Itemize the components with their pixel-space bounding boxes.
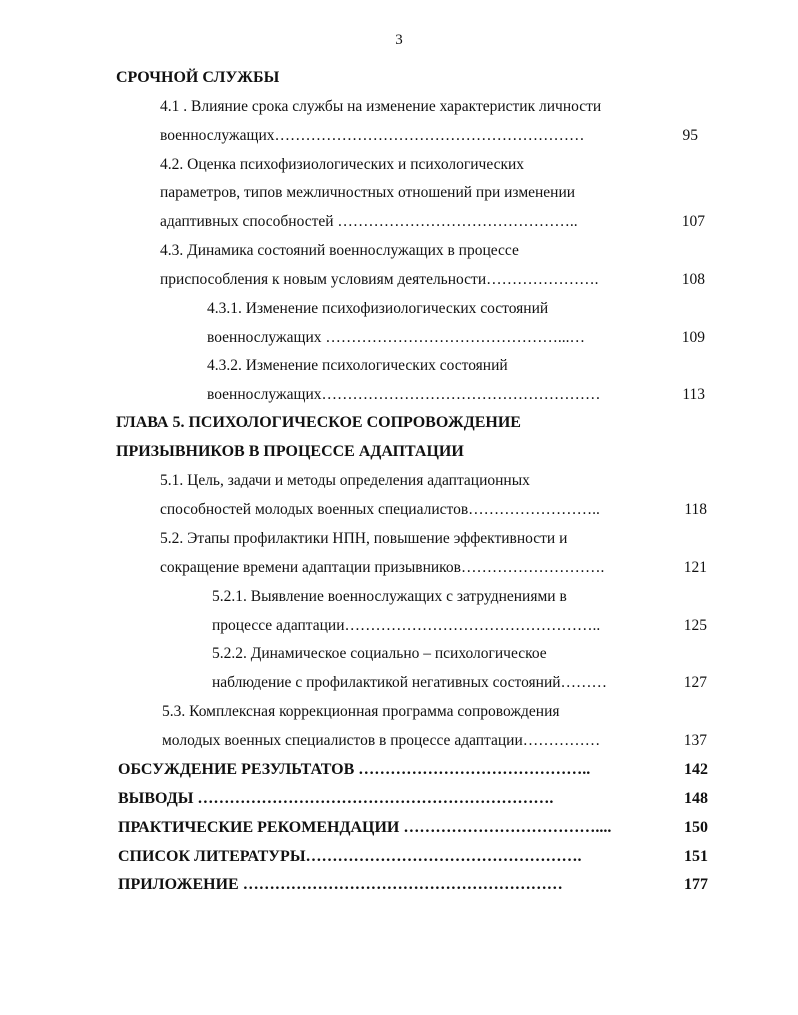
toc-entry-4-1-line2: военнослужащих…………………………………………………… <box>160 127 585 144</box>
toc-entry-4-3-1-line2: военнослужащих ………………………………………...… <box>207 329 585 346</box>
chapter-heading-continued: СРОЧНОЙ СЛУЖБЫ <box>116 69 280 86</box>
toc-entry-5-2-line1: 5.2. Этапы профилактики НПН, повышение эффективности и <box>160 530 568 547</box>
toc-entry-4-2-line3: адаптивных способностей ……………………………………….. <box>160 213 578 230</box>
chapter-5-heading-line2: ПРИЗЫВНИКОВ В ПРОЦЕССЕ АДАПТАЦИИ <box>116 443 464 460</box>
toc-entry-4-3-line2: приспособления к новым условиям деятельности…………………. <box>160 271 599 288</box>
toc-entry-4-3-1-page: 109 <box>681 329 705 346</box>
toc-references-page: 151 <box>684 848 708 865</box>
toc-entry-5-2-line2: сокращение времени адаптации призывников………………………. <box>160 559 605 576</box>
toc-entry-5-2-2-page: 127 <box>683 674 707 691</box>
page-number: 3 <box>395 32 403 48</box>
toc-entry-4-2-line2: параметров, типов межличностных отношений при изменении <box>160 184 576 201</box>
toc-entry-5-1-line1: 5.1. Цель, задачи и методы определения адаптационных <box>160 472 530 489</box>
toc-entry-4-3-line1: 4.3. Динамика состояний военнослужащих в процессе <box>160 242 519 259</box>
toc-conclusions-page: 148 <box>684 790 708 807</box>
toc-appendix-page: 177 <box>684 876 708 893</box>
toc-appendix-title: ПРИЛОЖЕНИЕ …………………………………………………… <box>118 876 563 893</box>
toc-entry-5-2-page: 121 <box>683 559 707 576</box>
toc-entry-4-1-page: 95 <box>682 127 698 144</box>
toc-entry-4-3-2-line2: военнослужащих……………………………………………… <box>207 386 601 403</box>
toc-entry-4-3-2-page: 113 <box>682 386 705 403</box>
toc-entry-5-1-line2: способностей молодых военных специалистов…………………….. <box>160 501 600 518</box>
toc-entry-5-3-line2: молодых военных специалистов в процессе адаптации…………… <box>162 732 601 749</box>
toc-entry-5-1-page: 118 <box>684 501 707 518</box>
toc-entry-5-2-1-line2: процессе адаптации………………………………………….. <box>212 617 601 634</box>
chapter-5-heading-line1: ГЛАВА 5. ПСИХОЛОГИЧЕСКОЕ СОПРОВОЖДЕНИЕ <box>116 414 521 431</box>
toc-entry-4-3-1-line1: 4.3.1. Изменение психофизиологических состояний <box>207 300 549 317</box>
toc-discussion-title: ОБСУЖДЕНИЕ РЕЗУЛЬТАТОВ …………………………………….. <box>118 761 591 778</box>
toc-entry-5-3-line1: 5.3. Комплексная коррекционная программа сопровождения <box>162 703 560 720</box>
toc-entry-5-3-page: 137 <box>683 732 707 749</box>
toc-references-title: СПИСОК ЛИТЕРАТУРЫ……………………………………………. <box>118 848 582 865</box>
toc-entry-4-1-line1: 4.1 . Влияние срока службы на изменение характеристик личности <box>160 98 602 115</box>
toc-entry-4-3-page: 108 <box>681 271 705 288</box>
toc-entry-4-3-2-line1: 4.3.2. Изменение психологических состояний <box>207 357 508 374</box>
toc-entry-5-2-2-line2: наблюдение с профилактикой негативных состояний……… <box>212 674 608 691</box>
toc-recommendations-page: 150 <box>684 819 708 836</box>
toc-entry-4-2-page: 107 <box>681 213 705 230</box>
toc-entry-5-2-1-page: 125 <box>683 617 707 634</box>
toc-entry-5-2-2-line1: 5.2.2. Динамическое социально – психологическое <box>212 645 547 662</box>
toc-discussion-page: 142 <box>684 761 708 778</box>
toc-entry-4-2-line1: 4.2. Оценка психофизиологических и психологических <box>160 156 525 173</box>
toc-recommendations-title: ПРАКТИЧЕСКИЕ РЕКОМЕНДАЦИИ ……………………………….... <box>118 819 612 836</box>
toc-entry-5-2-1-line1: 5.2.1. Выявление военнослужащих с затруднениями в <box>212 588 567 605</box>
toc-conclusions-title: ВЫВОДЫ …………………………………………………………. <box>118 790 554 807</box>
